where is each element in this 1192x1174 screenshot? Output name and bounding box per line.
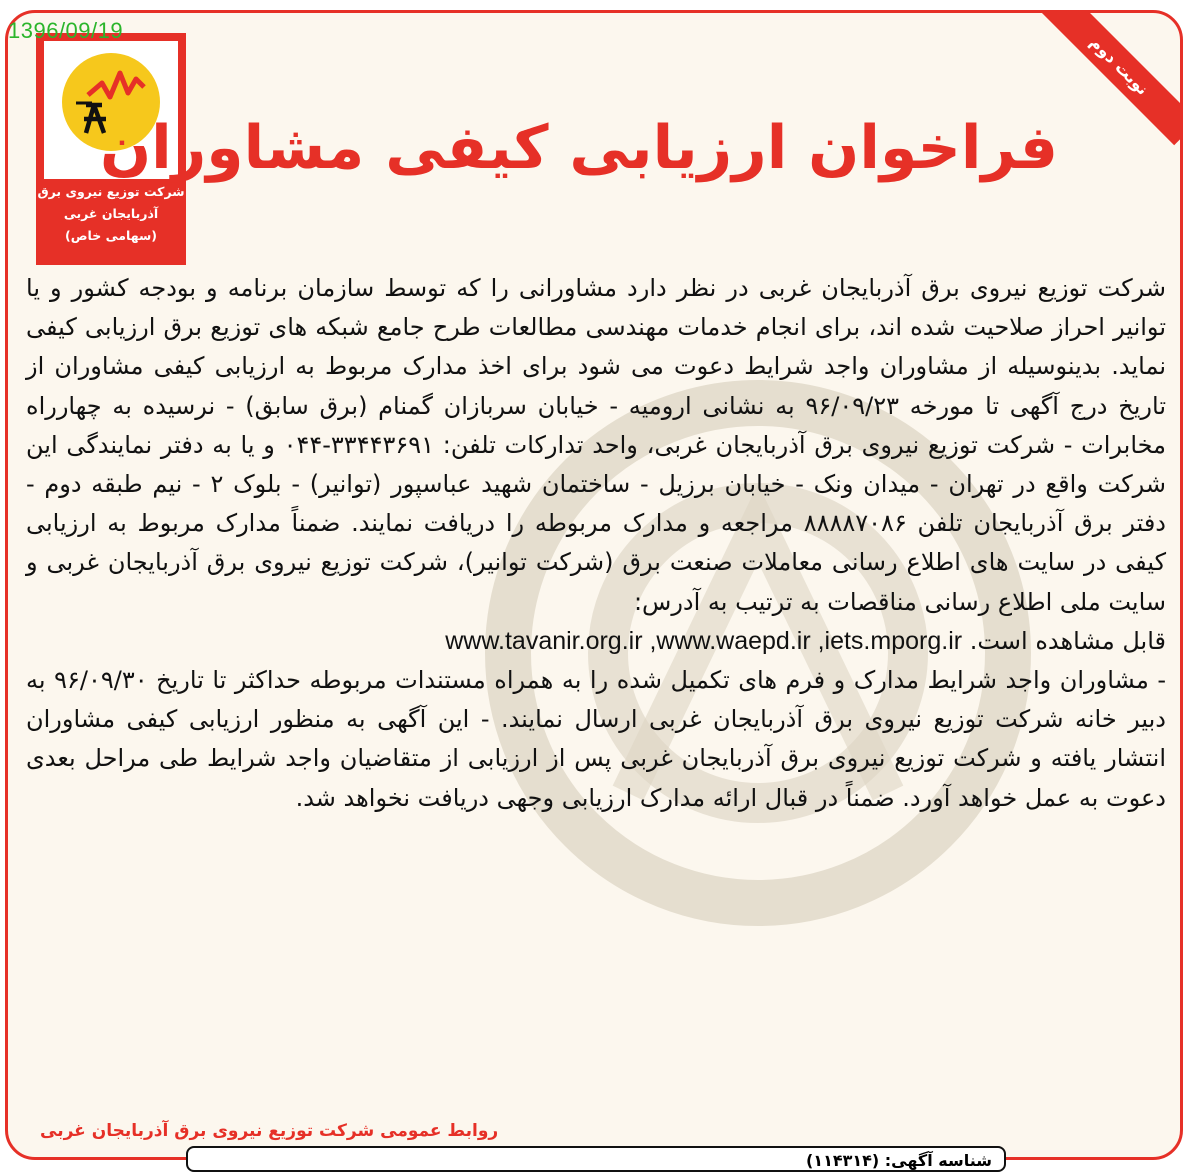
date-stamp: 1396/09/19	[8, 18, 124, 43]
url-suffix: قابل مشاهده است.	[969, 626, 1166, 655]
url-line	[26, 622, 1166, 661]
ad-id-box: شناسه آگهی: (۱۱۴۳۱۴)	[186, 1146, 1006, 1172]
company-line-3: (سهامی خاص)	[65, 228, 157, 243]
body-paragraph-2: - مشاوران واجد شرایط مدارک و فرم های تکمیل شده را به همراه مستندات مربوطه حداکثر تا تاریخ ۹۶/۰۹/۳۰ به دبیر خانه شرکت توزیع نیروی برق آذربایجان غربی ارسال نمایند. - این آگهی به منظور ارزیابی کیفی مشاوران انتشار یافته و شرکت توزیع نیروی برق آذربایجان غربی پس از ارزیابی از متقاضیان واجد شرایط طی مراحل بعدی دعوت به عمل خواهد آورد. ضمناً در قبال ارائه مدارک ارزیابی وجهی دریافت نخواهد شد.	[26, 666, 1166, 812]
company-line-1: شرکت توزیع نیروی برق	[37, 184, 185, 199]
body-paragraph-1: شرکت توزیع نیروی برق آذربایجان غربی در نظر دارد مشاورانی را که توسط سازمان برنامه و بودجه کشور و یا توانیر احراز صلاحیت شده اند، برای انجام خدمات مهندسی مطالعات طرح جامع شبکه های توزیع برق ارزیابی کیفی نماید. بدینوسیله از مشاوران واجد شرایط دعوت می شود برای اخذ مدارک مربوط به ارزیابی کیفی مشاوران از تاریخ درج آگهی تا مورخه ۹۶/۰۹/۲۳ به نشانی ارومیه - خیابان سربازان گمنام (برق سابق) - نرسیده به چهارراه مخابرات - شرکت توزیع نیروی برق آذربایجان غربی، واحد تدارکات تلفن: ۳۳۴۴۳۶۹۱-۰۴۴ و یا به دفتر نمایندگی این شرکت واقع در تهران - میدان ونک - خیابان برزیل - ساختمان شهید عباسپور (توانیر) - بلوک ۲ - نیم طبقه دوم - دفتر برق آذربایجان تلفن ۸۸۸۸۷۰۸۶ مراجعه و مدارک مربوطه را دریافت نمایند. ضمناً مدارک مربوط به ارزیابی کیفی در سایت های اطلاع رسانی معاملات صنعت برق (شرکت توانیر)، شرکت توزیع نیروی برق آذربایجان غربی و سایت ملی اطلاع رسانی مناقصات به ترتیب به آدرس:	[26, 274, 1167, 616]
ad-body	[26, 269, 1166, 818]
advertisement-frame	[5, 10, 1183, 1160]
edition-ribbon: نوبت دوم	[1040, 10, 1183, 145]
company-line-2: آذربایجان غربی	[63, 206, 159, 221]
public-relations-signature: روابط عمومی شرکت توزیع نیروی برق آذربایجان غربی	[40, 1121, 499, 1141]
ad-title: فراخوان ارزیابی کیفی مشاوران	[99, 113, 1058, 183]
url-list: www.tavanir.org.ir ,www.waepd.ir ,iets.mporg.ir	[445, 626, 963, 655]
